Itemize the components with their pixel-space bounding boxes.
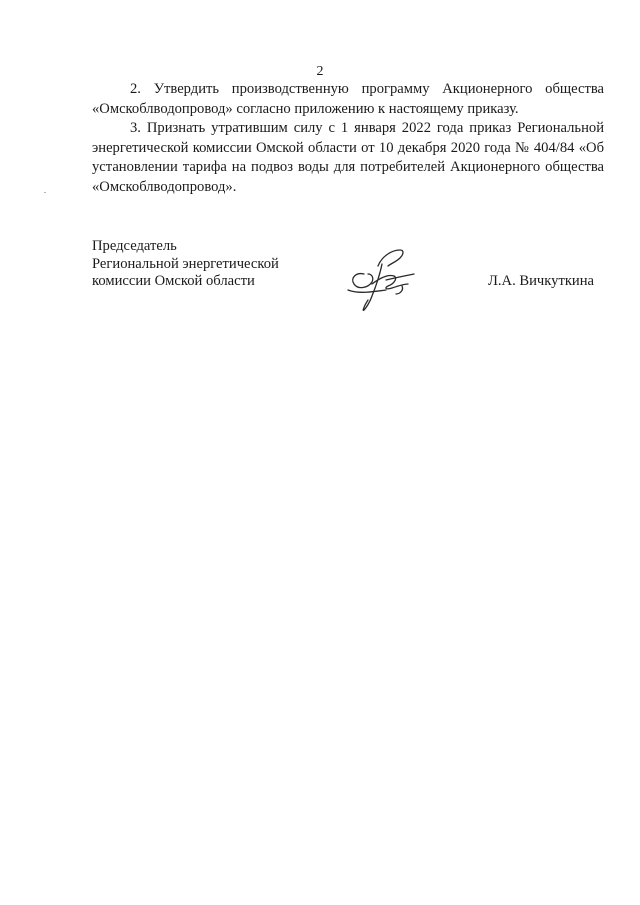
handwritten-signature <box>342 244 424 314</box>
document-body <box>92 80 604 198</box>
signatory-title <box>92 238 279 291</box>
signatory-name: Л.А. Вичкуткина <box>488 273 595 289</box>
signatory-title-line: Председатель <box>92 238 177 254</box>
page-number: 2 <box>316 64 324 79</box>
signatory-title-line: Региональной энергетической <box>92 255 279 272</box>
paragraph-2: 2. Утвердить производственную программу Акционерного общества «Омскоблводопровод» согласно приложению к настоящему приказу. <box>92 81 604 117</box>
paragraph-3: 3. Признать утратившим силу с 1 января 2022 года приказ Региональной энергетической комиссии Омской области от 10 декабря 2020 года № 404/84 «Об установлении тарифа на подвоз воды для потребителей Акционерного общества «Омскоблводопровод». <box>92 120 604 195</box>
margin-mark <box>44 192 46 193</box>
signatory-title-line: комиссии Омской области <box>92 273 255 289</box>
